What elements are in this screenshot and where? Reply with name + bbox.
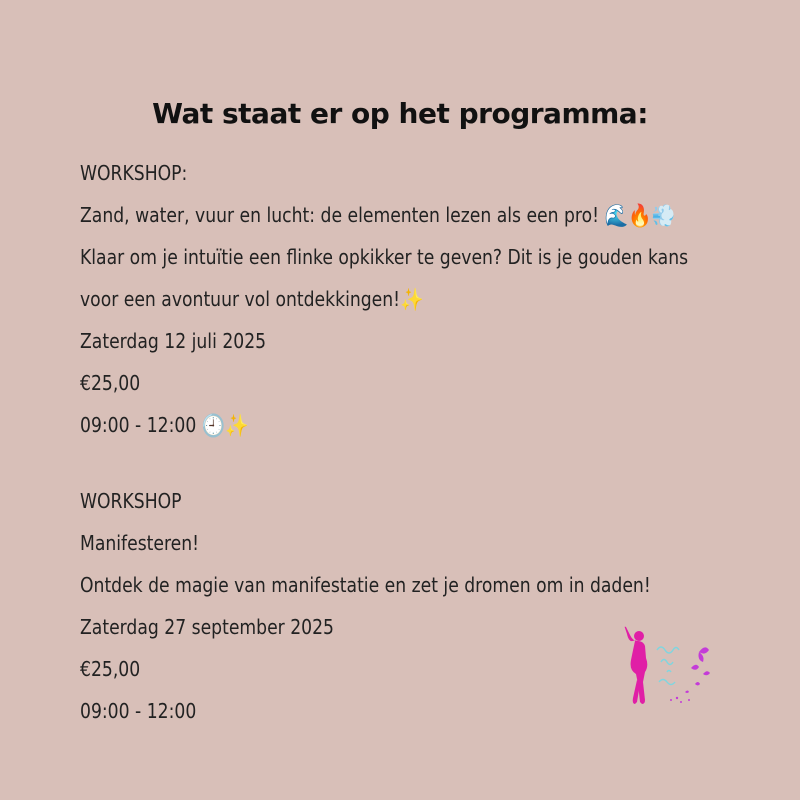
workshop-2-heading: WORKSHOP xyxy=(80,489,182,513)
workshop-1-line-1 xyxy=(80,194,676,236)
workshop-1-line-2: Klaar om je intuïtie een flinke opkikker te geven? Dit is je gouden kans xyxy=(80,245,689,269)
brand-logo xyxy=(615,622,725,712)
workshop-2-subtitle: Manifesteren! xyxy=(80,531,200,555)
workshop-1-date: Zaterdag 12 juli 2025 xyxy=(80,329,267,353)
workshop-1-time-text: 09:00 - 12:00 xyxy=(80,413,197,437)
workshop-1 xyxy=(80,152,760,446)
workshop-2-time: 09:00 - 12:00 xyxy=(80,699,197,723)
workshop-2-price: €25,00 xyxy=(80,657,141,681)
section-spacer xyxy=(80,446,760,480)
workshop-1-line-1-text: Zand, water, vuur en lucht: de elementen lezen als een pro! xyxy=(80,203,600,227)
woman-silhouette-icon xyxy=(625,627,648,704)
butterflies-icon xyxy=(670,647,710,703)
logo-script-text-icon xyxy=(657,647,679,685)
workshop-2-description: Ontdek de magie van manifestatie en zet je dromen om in daden! xyxy=(80,573,651,597)
wave-fire-wind-icon: 🌊🔥💨 xyxy=(604,203,676,229)
workshop-1-heading: WORKSHOP: xyxy=(80,161,188,185)
workshop-1-line-3-text: voor een avontuur vol ontdekkingen! xyxy=(80,287,401,311)
sparkles-icon: ✨ xyxy=(400,287,424,313)
workshop-1-price: €25,00 xyxy=(80,371,141,395)
page-title: Wat staat er op het programma: xyxy=(152,97,648,130)
workshop-1-time xyxy=(80,404,665,446)
clock-sparkles-icon: 🕘✨ xyxy=(201,413,249,439)
workshop-2-date: Zaterdag 27 september 2025 xyxy=(80,615,334,639)
workshop-1-line-3 xyxy=(80,278,665,320)
